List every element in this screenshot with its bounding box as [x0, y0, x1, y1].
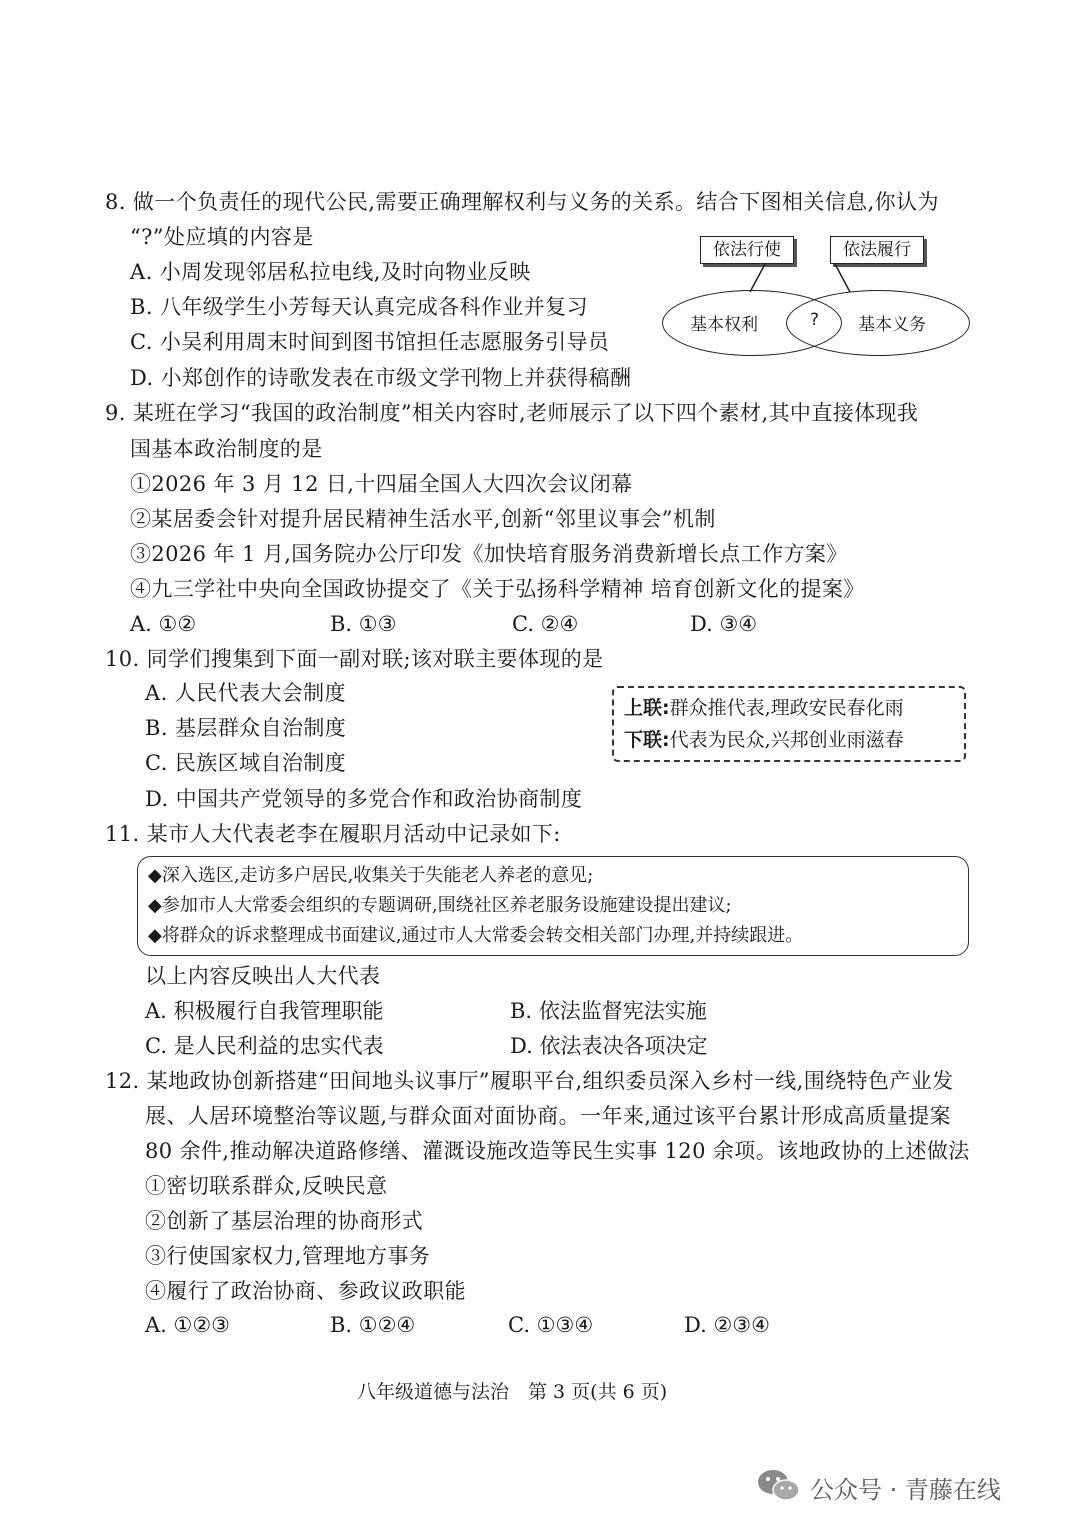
q8-stem-line1: 8. 做一个负责任的现代公民,需要正确理解权利与义务的关系。结合下图相关信息,你认为 — [105, 190, 939, 214]
couplet-lower-text: 代表为民众,兴邦创业雨滋春 — [669, 729, 904, 751]
q12-choice-d: D. ②③④ — [684, 1313, 770, 1337]
q9-stem-line2: 国基本政治制度的是 — [130, 437, 323, 461]
q12-stem-line2: 展、人居环境整治等议题,与群众面对面协商。一年来,通过该平台累计形成高质量提案 — [145, 1104, 951, 1128]
q9-choice-d: D. ③④ — [690, 612, 758, 636]
diagram-box-exercise: 依法行使 — [700, 236, 794, 264]
q9-item-3: ③2026 年 1 月,国务院办公厅印发《加快培育服务消费新增长点工作方案》 — [130, 542, 848, 566]
q12-choice-b: B. ①②④ — [330, 1313, 416, 1337]
couplet-lower-label: 下联: — [624, 729, 670, 751]
q9-item-4: ④九三学社中央向全国政协提交了《关于弘扬科学精神 培育创新文化的提案》 — [130, 577, 865, 601]
q10-option-c: C. 民族区域自治制度 — [145, 751, 347, 775]
q9-item-1: ①2026 年 3 月 12 日,十四届全国人大四次会议闭幕 — [130, 472, 633, 496]
q8-option-b: B. 八年级学生小芳每天认真完成各科作业并复习 — [130, 295, 588, 319]
q8-option-a: A. 小周发现邻居私拉电线,及时向物业反映 — [130, 260, 531, 284]
diagram-box-fulfill: 依法履行 — [830, 236, 924, 264]
ellipse-center-question: ? — [810, 310, 820, 330]
couplet-lower — [624, 724, 954, 756]
q9-choice-c: C. ②④ — [512, 612, 579, 636]
q11-record-1: ◆深入选区,走访多户居民,收集关于失能老人养老的意见; — [148, 865, 594, 886]
watermark-text: 公众号 · 青藤在线 — [810, 1476, 1001, 1504]
couplet-upper-text: 群众推代表,理政安民春化雨 — [669, 697, 904, 719]
q8-option-d: D. 小郑创作的诗歌发表在市级文学刊物上并获得稿酬 — [130, 366, 632, 390]
q11-option-b: B. 依法监督宪法实施 — [510, 999, 707, 1023]
q11-lead: 以上内容反映出人大代表 — [145, 964, 381, 988]
q12-stem-line1: 12. 某地政协创新搭建“田间地头议事厅”履职平台,组织委员深入乡村一线,围绕特色产业发 — [105, 1069, 954, 1093]
couplet-box — [612, 686, 966, 762]
q10-option-a: A. 人民代表大会制度 — [145, 681, 346, 705]
q10-stem: 10. 同学们搜集到下面一副对联;该对联主要体现的是 — [105, 647, 604, 671]
couplet-upper-label: 上联: — [624, 697, 670, 719]
q9-choice-b: B. ①③ — [330, 612, 397, 636]
q9-stem-line1: 9. 某班在学习“我国的政治制度”相关内容时,老师展示了以下四个素材,其中直接体现我 — [105, 401, 919, 425]
q10-option-d: D. 中国共产党领导的多党合作和政治协商制度 — [145, 787, 583, 811]
ellipse-duties-label: 基本义务 — [858, 315, 926, 335]
wechat-icon — [756, 1468, 802, 1504]
q12-choice-c: C. ①③④ — [508, 1313, 594, 1337]
q12-item-4: ④履行了政治协商、参政议政职能 — [145, 1279, 466, 1303]
q11-option-c: C. 是人民利益的忠实代表 — [145, 1034, 384, 1058]
q12-item-1: ①密切联系群众,反映民意 — [145, 1174, 388, 1198]
q11-record-box — [137, 856, 969, 956]
q12-item-2: ②创新了基层治理的协商形式 — [145, 1209, 424, 1233]
ellipse-rights-label: 基本权利 — [690, 315, 758, 335]
q9-item-2: ②某居委会针对提升居民精神生活水平,创新“邻里议事会”机制 — [130, 507, 716, 531]
q11-record-2: ◆参加市人大常委会组织的专题调研,围绕社区养老服务设施建设提出建议; — [148, 895, 732, 916]
q11-record-3: ◆将群众的诉求整理成书面建议,通过市人大常委会转交相关部门办理,并持续跟进。 — [148, 925, 804, 946]
q11-option-d: D. 依法表决各项决定 — [510, 1034, 708, 1058]
q12-choice-a: A. ①②③ — [145, 1313, 230, 1337]
q12-stem-line3: 80 余件,推动解决道路修缮、灌溉设施改造等民生实事 120 余项。该地政协的上述做法 — [145, 1139, 970, 1163]
q12-item-3: ③行使国家权力,管理地方事务 — [145, 1244, 431, 1268]
q9-choice-a: A. ①② — [130, 612, 197, 636]
q8-option-c: C. 小吴利用周末时间到图书馆担任志愿服务引导员 — [130, 330, 610, 354]
q11-stem: 11. 某市人大代表老李在履职月活动中记录如下: — [105, 822, 561, 846]
q11-option-a: A. 积极履行自我管理职能 — [145, 999, 384, 1023]
q8-stem-line2: “?”处应填的内容是 — [130, 225, 314, 249]
page-footer: 八年级道德与法治 第 3 页(共 6 页) — [357, 1381, 668, 1403]
couplet-upper — [624, 692, 954, 724]
q10-option-b: B. 基层群众自治制度 — [145, 716, 347, 740]
